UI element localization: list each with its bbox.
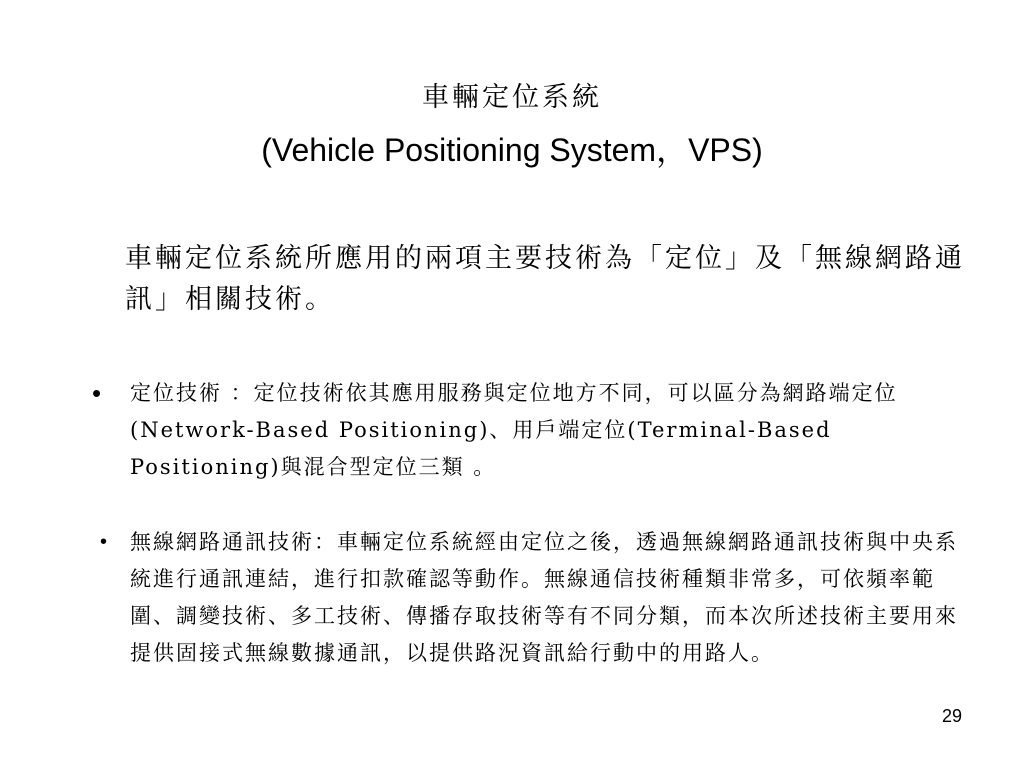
slide-title-chinese: 車輛定位系統	[422, 82, 602, 113]
bullet-positioning-technology: 定位技術 ：定位技術依其應用服務與定位地方不同，可以區分為網路端定位(Network-Based Positioning)、用戶端定位(Terminal-Based Positioning)與混合型定位三類 。	[130, 381, 898, 479]
page-number: 29	[941, 706, 962, 726]
bullet-wireless-communication: 無線網路通訊技術：車輛定位系統經由定位之後，透過無線網路通訊技術與中央系統進行通訊連結，進行扣款確認等動作。無線通信技術種類非常多，可依頻率範圍、調變技術、多工技術、傳播存取技術等有不同分類，而本次所述技術主要用來提供固接式無線數據通訊，以提供路況資訊給行動中的用路人。	[130, 530, 958, 665]
bullet-marker: •	[92, 378, 102, 408]
slide-title-english: (Vehicle Positioning System，VPS)	[261, 132, 763, 168]
bullet-marker: •	[100, 531, 108, 553]
intro-paragraph: 車輛定位系統所應用的兩項主要技術為「定位」及「無線網路通訊」相關技術。	[125, 243, 965, 315]
